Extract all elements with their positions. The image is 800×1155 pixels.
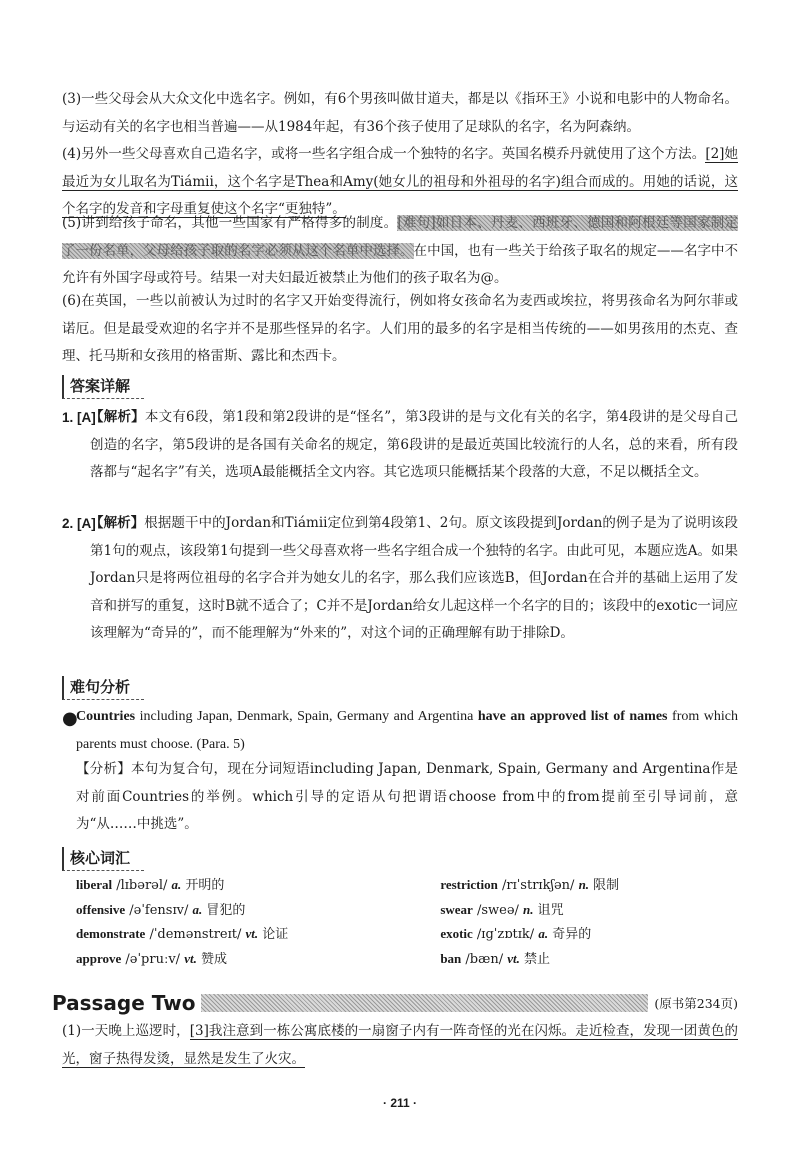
analysis-tag: 【解析】 xyxy=(90,515,145,531)
sentence-analysis: 【分析】本句为复合句，现在分词短语including Japan, Denmark, Spain, Germany and Argentina作是对前面Countries的举例。which引导的定语从句把谓语choose from中的from提前至引导词前，意为“从……中挑选”。 xyxy=(76,761,738,832)
shaded-difficult-sentence: [难句]如日本、丹麦、西班牙、德国和阿根廷等国家制定了一份名单，父母给孩子取的名字必须从这个名单中选择。 xyxy=(62,215,738,259)
page-number: · 211 · xyxy=(382,1096,418,1110)
answer-2: 2. [A] 【解析】根据题干中的Jordan和Tiámii定位到第4段第1、2句。原文该段提到Jordan的例子是为了说明该段第1句的观点，该段第1句提到一些父母喜欢将一些名字组合成一个独特的名字。由此可见，本题应选A。如果Jordan只是将两位祖母的名字合并为她女儿的名字，那么我们应该选B，但Jordan在合并的基础上运用了发音和拼写的重复，这时B就不适合了；C并不是Jordan给女儿起这样一个名字的目的；该段中的exotic一词应该理解为“奇异的”，而不能理解为“外来的”，对这个词的正确理解有助于排除D。 xyxy=(62,510,738,648)
vocab-item: liberal /lɪbərəl/ a. 开明的 xyxy=(76,877,225,893)
difficult-sentence-heading: 难句分析 xyxy=(62,676,144,700)
vocab-item: restriction /rɪˈstrɪkʃən/ n. 限制 xyxy=(440,877,620,893)
vocab-row xyxy=(76,873,716,898)
difficult-sentence: ● Countries including Japan, Denmark, Spain, Germany and Argentina have an approved list of names from which parents must choose. (Para. 5) xyxy=(62,703,738,758)
answer-1: 1. [A] 【解析】本文有6段，第1段和第2段讲的是“怪名”，第3段讲的是与文化有关的名字，第4段讲的是父母自己创造的名字，第5段讲的是各国有关命名的规定，第6段讲的是最近英国比较流行的人名，总的来看，所有段落都与“起名字”有关，选项A最能概括全文内容。其它选项只能概括某个段落的大意，不足以概括全文。 xyxy=(62,404,738,487)
vocab-item: approve /əˈpruːv/ vt. 赞成 xyxy=(76,950,227,967)
bullet-icon: ● xyxy=(62,708,78,729)
vocab-item: demonstrate /ˈdemənstreɪt/ vt. 论证 xyxy=(76,926,289,942)
paragraph-4: (4)另外一些父母喜欢自己造名字，或将一些名字组合成一个独特的名字。英国名模乔丹就使用了这个方法。[2]她最近为女儿取名为Tiámii，这个名字是Thea和Amy(她女儿的祖母和外祖母的名字)组合而成的。用她的话说，这个名字的发音和字母重复使这个名字“更独特”。 xyxy=(62,146,739,217)
vocab-row xyxy=(76,947,716,972)
vocab-item: offensive /əˈfensɪv/ a. 冒犯的 xyxy=(76,901,246,918)
vocab-row xyxy=(76,922,716,947)
analysis-tag: 【解析】 xyxy=(90,409,145,425)
vocab-row xyxy=(76,898,716,923)
vocab-heading: 核心词汇 xyxy=(62,847,144,871)
underlined-sentence-3: [3]我注意到一栋公寓底楼的一扇窗子内有一阵奇怪的光在闪烁。走近检查，发现一团黄色的光，窗子热得发烫，显然是发生了火灾。 xyxy=(62,1023,738,1067)
paragraph-5: (5)讲到给孩子命名，其他一些国家有严格得多的制度。[难句]如日本、丹麦、西班牙、德国和阿根廷等国家制定了一份名单，父母给孩子取的名字必须从这个名单中选择。在中国，也有一些关于给孩子取名的规定——名字中不允许有外国字母或符号。结果一对夫妇最近被禁止为他们的孩子取名为@。 xyxy=(62,215,739,286)
passage-title: Passage Two xyxy=(52,991,201,1015)
title-pattern-bar xyxy=(201,994,648,1012)
vocab-item: ban /bæn/ vt. 禁止 xyxy=(440,950,551,967)
paragraph-3: (3)一些父母会从大众文化中选名字。例如，有6个男孩叫做甘道夫，都是以《指环王》小说和电影中的人物命名。与运动有关的名字也相当普遍——从1984年起，有36个孩子使用了足球队的名字，名为阿森纳。 xyxy=(62,91,738,135)
answer-number: 2. [A] xyxy=(62,516,96,531)
answers-heading: 答案详解 xyxy=(62,375,144,399)
page-reference: (原书第234页) xyxy=(648,994,738,1012)
answer-number: 1. [A] xyxy=(62,410,96,425)
vocab-item: swear /sweə/ n. 诅咒 xyxy=(440,901,564,918)
passage-two-paragraph-1: (1)一天晚上巡逻时，[3]我注意到一栋公寓底楼的一扇窗子内有一阵奇怪的光在闪烁。走近检查，发现一团黄色的光，窗子热得发烫，显然是发生了火灾。 xyxy=(62,1023,738,1067)
vocab-table xyxy=(76,873,716,971)
vocab-item: exotic /ɪgˈzɒtɪk/ a. 奇异的 xyxy=(440,926,592,942)
paragraph-6: (6)在英国，一些以前被认为过时的名字又开始变得流行，例如将女孩命名为麦西或埃拉，将男孩命名为阿尔菲或诺厄。但是最受欢迎的名字并不是那些怪异的名字。人们用的最多的名字是相当传统的——如男孩用的杰克、查理、托马斯和女孩用的格雷斯、露比和杰西卡。 xyxy=(62,293,738,364)
underlined-sentence-2: [2]她最近为女儿取名为Tiámii，这个名字是Thea和Amy(她女儿的祖母和外祖母的名字)组合而成的。用她的话说，这个名字的发音和字母重复使这个名字“更独特”。 xyxy=(62,146,739,217)
passage-two-header xyxy=(52,990,738,1016)
